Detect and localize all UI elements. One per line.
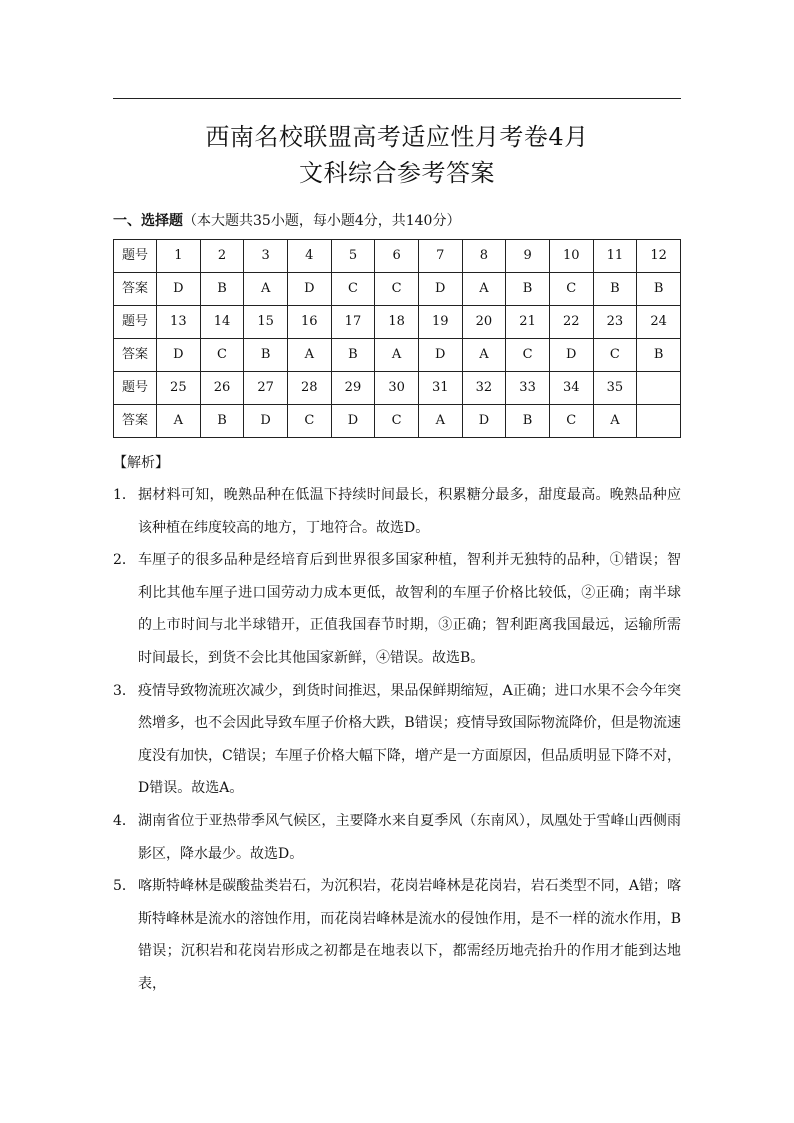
analysis-item	[113, 675, 681, 805]
answer-row-label: 答案	[114, 339, 157, 372]
analysis-item	[113, 805, 681, 870]
answer-cell: C	[549, 405, 593, 438]
question-number-cell: 7	[418, 240, 462, 273]
section-heading-label: 一、选择题	[113, 213, 183, 229]
answer-cell: D	[418, 339, 462, 372]
analysis-item-number: 4．	[113, 812, 136, 829]
question-number-cell: 33	[506, 372, 550, 405]
answer-row	[114, 339, 681, 372]
analysis-item-number: 5．	[113, 878, 136, 895]
answer-cell: D	[287, 273, 331, 306]
analysis-item-number: 3．	[113, 682, 136, 699]
answer-cell: D	[157, 273, 201, 306]
question-number-cell: 22	[549, 306, 593, 339]
question-number-cell: 28	[287, 372, 331, 405]
answer-cell: C	[593, 339, 637, 372]
answer-cell: A	[418, 405, 462, 438]
question-number-cell: 17	[331, 306, 375, 339]
question-number-cell: 23	[593, 306, 637, 339]
question-number-cell: 9	[506, 240, 550, 273]
answer-cell: B	[331, 339, 375, 372]
answer-cell: A	[287, 339, 331, 372]
question-number-cell: 18	[375, 306, 419, 339]
answer-table	[113, 239, 681, 438]
answer-cell: C	[331, 273, 375, 306]
answer-cell: A	[375, 339, 419, 372]
answer-cell: B	[637, 273, 681, 306]
analysis-item-text: 据材料可知，晚熟品种在低温下持续时间最长，积累糖分最多，甜度最高。晚熟品种应该种植在纬度较高的地方，丁地符合。故选D。	[138, 487, 681, 536]
question-number-cell: 1	[157, 240, 201, 273]
question-number-cell: 14	[200, 306, 244, 339]
answer-cell: C	[375, 405, 419, 438]
question-number-row	[114, 372, 681, 405]
question-number-cell: 31	[418, 372, 462, 405]
question-number-cell: 26	[200, 372, 244, 405]
answer-cell: D	[157, 339, 201, 372]
answer-cell: B	[200, 273, 244, 306]
question-number-cell: 20	[462, 306, 506, 339]
analysis-item-text: 车厘子的很多品种是经培育后到世界很多国家种植，智利并无独特的品种，①错误；智利比其他车厘子进口国劳动力成本更低，故智利的车厘子价格比较低，②正确；南半球的上市时间与北半球错开，正值我国春节时期，③正确；智利距离我国最远，运输所需时间最长，到货不会比其他国家新鲜，④错误。故选B。	[138, 552, 681, 666]
answer-cell: B	[506, 405, 550, 438]
question-row-label: 题号	[114, 306, 157, 339]
answer-cell: D	[549, 339, 593, 372]
analysis-item	[113, 870, 681, 1000]
question-number-cell: 21	[506, 306, 550, 339]
question-number-cell: 35	[593, 372, 637, 405]
section-heading	[113, 210, 460, 230]
analysis-item-number: 1．	[113, 487, 136, 503]
question-number-cell: 24	[637, 306, 681, 339]
analysis-label: 【解析】	[113, 455, 169, 471]
answer-cell: A	[593, 405, 637, 438]
analysis-item	[113, 544, 681, 674]
question-number-cell: 30	[375, 372, 419, 405]
answer-row	[114, 405, 681, 438]
top-rule	[113, 98, 681, 99]
answer-cell: D	[462, 405, 506, 438]
question-number-cell: 13	[157, 306, 201, 339]
answer-cell: C	[549, 273, 593, 306]
answer-row	[114, 273, 681, 306]
answer-cell: B	[506, 273, 550, 306]
question-number-row	[114, 240, 681, 273]
question-number-cell: 10	[549, 240, 593, 273]
page-subtitle: 文科综合参考答案	[299, 159, 495, 187]
answer-cell: D	[244, 405, 288, 438]
question-number-cell: 2	[200, 240, 244, 273]
answer-cell: D	[331, 405, 375, 438]
question-number-cell: 11	[593, 240, 637, 273]
answer-cell: B	[637, 339, 681, 372]
answer-cell: D	[418, 273, 462, 306]
question-number-cell: 8	[462, 240, 506, 273]
question-number-cell: 25	[157, 372, 201, 405]
answer-cell: A	[462, 273, 506, 306]
answer-cell: B	[593, 273, 637, 306]
question-number-cell: 5	[331, 240, 375, 273]
question-number-cell: 34	[549, 372, 593, 405]
answer-cell: B	[244, 339, 288, 372]
question-number-cell: 6	[375, 240, 419, 273]
question-number-cell	[637, 372, 681, 405]
question-number-cell: 15	[244, 306, 288, 339]
question-number-row	[114, 306, 681, 339]
answer-cell: A	[462, 339, 506, 372]
question-number-cell: 19	[418, 306, 462, 339]
answer-row-label: 答案	[114, 405, 157, 438]
page-title: 西南名校联盟高考适应性月考卷4月	[205, 123, 589, 151]
answer-cell: B	[200, 405, 244, 438]
analysis-item	[113, 479, 681, 544]
question-number-cell: 32	[462, 372, 506, 405]
answer-row-label: 答案	[114, 273, 157, 306]
question-row-label: 题号	[114, 372, 157, 405]
section-heading-note: （本大题共35小题，每小题4分，共140分）	[183, 213, 461, 229]
answer-cell: A	[157, 405, 201, 438]
answer-cell: C	[506, 339, 550, 372]
analysis-item-text: 喀斯特峰林是碳酸盐类岩石，为沉积岩，花岗岩峰林是花岗岩，岩石类型不同，A错；喀斯特峰林是流水的溶蚀作用，而花岗岩峰林是流水的侵蚀作用，是不一样的流水作用，B错误；沉积岩和花岗岩形成之初都是在地表以下，都需经历地壳抬升的作用才能到达地表，	[138, 878, 681, 992]
answer-cell: C	[287, 405, 331, 438]
answer-cell: C	[200, 339, 244, 372]
question-number-cell: 3	[244, 240, 288, 273]
analysis-list	[113, 479, 681, 1001]
analysis-item-number: 2．	[113, 552, 136, 569]
question-number-cell: 4	[287, 240, 331, 273]
answer-cell: A	[244, 273, 288, 306]
question-row-label: 题号	[114, 240, 157, 273]
question-number-cell: 29	[331, 372, 375, 405]
question-number-cell: 16	[287, 306, 331, 339]
analysis-item-text: 疫情导致物流班次减少，到货时间推迟，果品保鲜期缩短，A正确；进口水果不会今年突然增多，也不会因此导致车厘子价格大跌，B错误；疫情导致国际物流降价，但是物流速度没有加快，C错误；车厘子价格大幅下降，增产是一方面原因，但品质明显下降不对，D错误。故选A。	[138, 682, 681, 797]
answer-cell: C	[375, 273, 419, 306]
question-number-cell: 12	[637, 240, 681, 273]
analysis-item-text: 湖南省位于亚热带季风气候区，主要降水来自夏季风（东南风），凤凰处于雪峰山西侧雨影区，降水最少。故选D。	[138, 812, 681, 862]
question-number-cell: 27	[244, 372, 288, 405]
answer-cell	[637, 405, 681, 438]
